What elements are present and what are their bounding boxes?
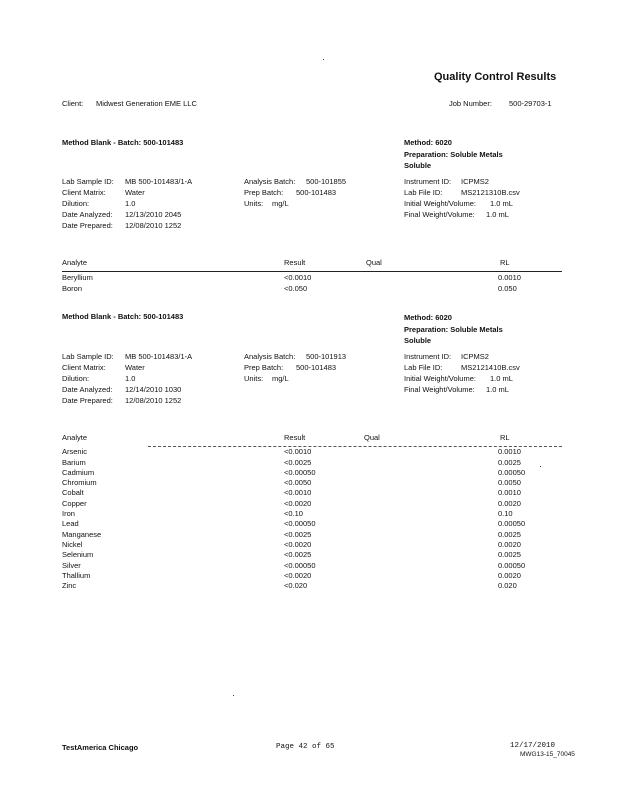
column-analyte: Analyte: [62, 258, 88, 267]
result-value: <0.0020: [284, 539, 312, 549]
table-row: [62, 273, 562, 283]
field-label: Date Prepared:: [62, 396, 113, 405]
sample-info-right: [404, 176, 520, 220]
table-row: [62, 581, 562, 591]
result-value: <0.0025: [284, 529, 312, 539]
analyte-name: Cadmium: [62, 467, 95, 477]
block-heading: Method Blank - Batch: 500-101483: [62, 312, 184, 321]
rl-value: 0.0010: [498, 273, 521, 283]
rl-value: 0.0010: [498, 488, 521, 498]
footer-document-code: MWG13-15_70045: [520, 751, 575, 758]
table-header: [62, 258, 562, 268]
field-value: 12/08/2010 1252: [125, 396, 182, 405]
results-table: [62, 258, 562, 294]
field-value: 1.0 mL: [490, 199, 513, 208]
block-heading: Method Blank - Batch: 500-101483: [62, 138, 184, 147]
field-label: Lab File ID:: [404, 363, 443, 372]
field-label: Initial Weight/Volume:: [404, 199, 476, 208]
table-row: [62, 447, 562, 457]
table-row: [62, 519, 562, 529]
field-value: 500-101855: [306, 177, 347, 186]
field-value: 1.0 mL: [490, 374, 513, 383]
field-value: 1.0: [125, 374, 136, 383]
analyte-name: Boron: [62, 283, 83, 293]
field-value: 500-101913: [306, 352, 347, 361]
result-value: <0.00050: [284, 467, 316, 477]
field-value: mg/L: [272, 199, 289, 208]
rl-value: 0.0025: [498, 457, 521, 467]
method-label: Method: 6020: [404, 313, 452, 322]
result-value: <0.00050: [284, 519, 316, 529]
footer-company: TestAmerica Chicago: [62, 743, 139, 752]
rl-value: 0.0020: [498, 539, 521, 549]
results-table: [62, 433, 562, 591]
table-row: [62, 571, 562, 581]
table-row: [62, 478, 562, 488]
sample-info-middle: [244, 176, 346, 209]
field-value: 1.0 mL: [486, 210, 509, 219]
sample-info-left: [62, 176, 192, 231]
field-label: Analysis Batch:: [244, 352, 296, 361]
field-value: 12/14/2010 1030: [125, 385, 182, 394]
analyte-name: Silver: [62, 560, 81, 570]
field-value: MS2121310B.csv: [461, 188, 520, 197]
column-result: Result: [284, 258, 306, 267]
result-value: <0.0025: [284, 550, 312, 560]
table-row: [62, 468, 562, 478]
table-divider: [148, 446, 562, 447]
field-value: ICPMS2: [461, 177, 489, 186]
analyte-name: Chromium: [62, 478, 97, 488]
column-analyte: Analyte: [62, 433, 88, 442]
field-value: 12/13/2010 2045: [125, 210, 182, 219]
column-rl: RL: [500, 258, 510, 267]
result-value: <0.050: [284, 283, 308, 293]
result-value: <0.0010: [284, 273, 312, 283]
rl-value: 0.00050: [498, 467, 526, 477]
field-label: Analysis Batch:: [244, 177, 296, 186]
field-label: Client Matrix:: [62, 188, 106, 197]
result-value: <0.10: [284, 509, 303, 519]
field-label: Lab File ID:: [404, 188, 443, 197]
field-value: MS2121410B.csv: [461, 363, 520, 372]
result-value: <0.00050: [284, 560, 316, 570]
result-value: <0.0010: [284, 488, 312, 498]
analyte-name: Manganese: [62, 529, 102, 539]
field-label: Final Weight/Volume:: [404, 385, 475, 394]
sample-info-left: [62, 351, 192, 406]
rl-value: 0.0020: [498, 570, 521, 580]
rl-value: 0.0025: [498, 529, 521, 539]
method-label: Method: 6020: [404, 138, 452, 147]
field-label: Instrument ID:: [404, 177, 452, 186]
table-divider: [62, 271, 562, 272]
report-title: Quality Control Results: [434, 71, 557, 83]
job-number-value: 500-29703-1: [509, 99, 552, 108]
table-row: [62, 499, 562, 509]
analyte-name: Beryllium: [62, 273, 93, 283]
sample-info-middle: [244, 351, 346, 384]
preparation-label-cont: Soluble: [404, 161, 432, 170]
client-label: Client:: [62, 99, 84, 108]
footer-page-number: Page 42 of 65: [276, 743, 335, 751]
column-rl: RL: [500, 433, 510, 442]
field-label: Lab Sample ID:: [62, 352, 114, 361]
field-label: Dilution:: [62, 374, 90, 383]
result-value: <0.0050: [284, 478, 312, 488]
field-value: Water: [125, 188, 145, 197]
client-value: Midwest Generation EME LLC: [96, 99, 197, 108]
field-value: 1.0: [125, 199, 136, 208]
field-label: Date Prepared:: [62, 221, 113, 230]
table-row: [62, 540, 562, 550]
field-label: Client Matrix:: [62, 363, 106, 372]
analyte-name: Thallium: [62, 570, 91, 580]
field-value: Water: [125, 363, 145, 372]
table-row: [62, 458, 562, 468]
analyte-name: Nickel: [62, 539, 83, 549]
column-qual: Qual: [364, 433, 380, 442]
preparation-label-cont: Soluble: [404, 336, 432, 345]
analyte-name: Barium: [62, 457, 86, 467]
result-value: <0.0020: [284, 498, 312, 508]
analyte-name: Copper: [62, 498, 87, 508]
field-label: Prep Batch:: [244, 188, 284, 197]
field-label: Prep Batch:: [244, 363, 284, 372]
table-row: [62, 530, 562, 540]
result-value: <0.0025: [284, 457, 312, 467]
field-value: 500-101483: [296, 188, 337, 197]
preparation-label: Preparation: Soluble Metals: [404, 150, 503, 159]
field-label: Initial Weight/Volume:: [404, 374, 476, 383]
scan-speck: [323, 59, 324, 60]
field-value: 500-101483: [296, 363, 337, 372]
field-label: Lab Sample ID:: [62, 177, 114, 186]
sample-info-right: [404, 351, 520, 395]
field-value: mg/L: [272, 374, 289, 383]
field-label: Date Analyzed:: [62, 210, 113, 219]
table-row: [62, 561, 562, 571]
rl-value: 0.0050: [498, 478, 521, 488]
footer-date: 12/17/2010: [510, 742, 556, 750]
rl-value: 0.0010: [498, 447, 521, 457]
table-row: [62, 509, 562, 519]
analyte-name: Iron: [62, 509, 75, 519]
rl-value: 0.00050: [498, 519, 526, 529]
table-row: [62, 488, 562, 498]
field-label: Dilution:: [62, 199, 90, 208]
rl-value: 0.0020: [498, 498, 521, 508]
field-label: Instrument ID:: [404, 352, 452, 361]
analyte-name: Arsenic: [62, 447, 88, 457]
table-row: [62, 284, 562, 294]
result-value: <0.0020: [284, 570, 312, 580]
result-value: <0.020: [284, 581, 308, 591]
result-value: <0.0010: [284, 447, 312, 457]
analyte-name: Zinc: [62, 581, 77, 591]
field-value: MB 500-101483/1-A: [125, 352, 193, 361]
field-label: Units:: [244, 199, 264, 208]
analyte-name: Cobalt: [62, 488, 84, 498]
field-label: Final Weight/Volume:: [404, 210, 475, 219]
rl-value: 0.00050: [498, 560, 526, 570]
job-number-label: Job Number:: [449, 99, 492, 108]
rl-value: 0.10: [498, 509, 513, 519]
column-result: Result: [284, 433, 306, 442]
field-label: Units:: [244, 374, 264, 383]
analyte-name: Selenium: [62, 550, 94, 560]
field-value: ICPMS2: [461, 352, 489, 361]
analyte-name: Lead: [62, 519, 79, 529]
field-value: 1.0 mL: [486, 385, 509, 394]
table-row: [62, 550, 562, 560]
rl-value: 0.0025: [498, 550, 521, 560]
table-header: [62, 433, 562, 443]
column-qual: Qual: [366, 258, 382, 267]
field-value: 12/08/2010 1252: [125, 221, 182, 230]
preparation-label: Preparation: Soluble Metals: [404, 325, 503, 334]
field-label: Date Analyzed:: [62, 385, 113, 394]
rl-value: 0.020: [498, 581, 517, 591]
scan-speck: [233, 695, 234, 696]
rl-value: 0.050: [498, 283, 517, 293]
field-value: MB 500-101483/1-A: [125, 177, 193, 186]
scan-speck: [540, 466, 541, 467]
